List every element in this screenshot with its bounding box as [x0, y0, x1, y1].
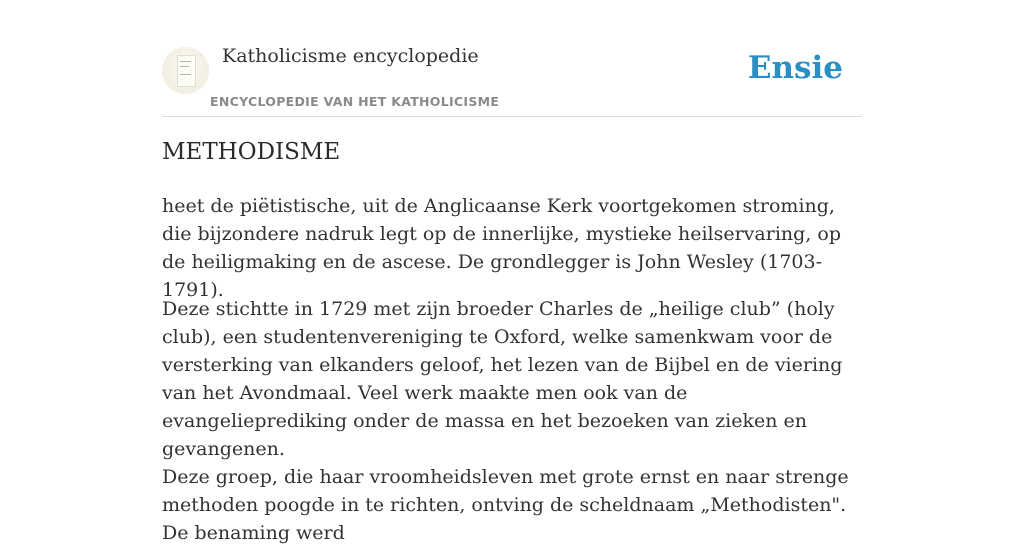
encyclopedia-cover-logo[interactable]	[162, 47, 209, 94]
site-subtitle: ENCYCLOPEDIE VAN HET KATHOLICISME	[210, 94, 500, 109]
ensie-logo[interactable]: Ensie	[747, 50, 843, 86]
article-paragraph: Deze stichtte in 1729 met zijn broeder Charles de „heilige club” (holy club), een studentenvereniging te Oxford, welke samenkwam voor de versterking van elkanders geloof, het lezen van de Bijbel en de viering van het Avondmaal. Veel werk maakte men ook van de evangelieprediking onder de massa en het bezoeken van zieken en gevangenen.	[162, 298, 843, 460]
site-title[interactable]: Katholicisme encyclopedie	[222, 45, 479, 67]
book-page-icon	[177, 55, 196, 87]
article-title: METHODISME	[162, 139, 341, 165]
site-header	[162, 0, 862, 117]
page	[162, 0, 862, 544]
article-paragraph: heet de piëtistische, uit de Anglicaanse Kerk voortgekomen stroming, die bijzondere nadruk legt op de innerlijke, mystieke heilservaring, op de heiligmaking en de ascese. De grondlegger is John Wesley (1703-1791).	[162, 195, 841, 301]
article-paragraph: Deze groep, die haar vroomheidsleven met grote ernst en naar strenge methoden poogde in te richten, ontving de scheldnaam „Methodisten". De benaming werd	[162, 466, 849, 544]
